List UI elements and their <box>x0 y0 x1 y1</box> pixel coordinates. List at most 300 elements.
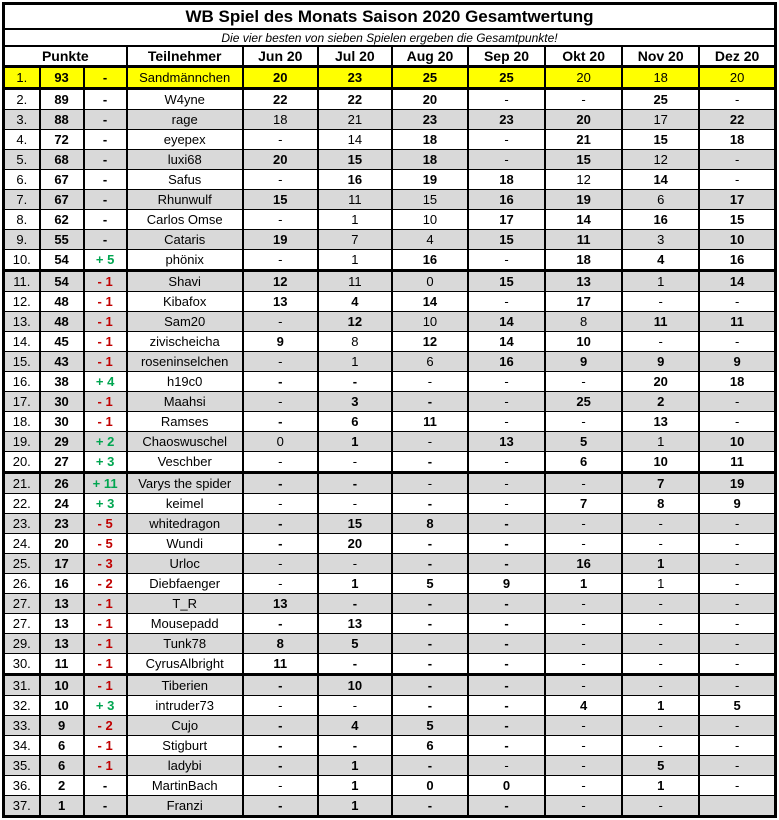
month-score-cell: - <box>392 452 468 473</box>
month-score-cell: - <box>468 634 545 654</box>
month-score-cell: - <box>392 372 468 392</box>
rank-cell: 36. <box>4 776 40 796</box>
table-row <box>4 796 776 817</box>
month-score-cell: - <box>468 392 545 412</box>
month-score-cell: - <box>392 494 468 514</box>
month-score-cell: - <box>468 696 545 716</box>
month-score-cell: - <box>545 756 622 776</box>
month-score-cell: 16 <box>468 352 545 372</box>
month-score-cell: 1 <box>622 271 699 292</box>
month-score-cell: 6 <box>392 736 468 756</box>
month-score-cell: - <box>622 654 699 675</box>
month-score-cell: 20 <box>318 534 392 554</box>
rank-cell: 13. <box>4 312 40 332</box>
month-score-cell <box>699 796 775 817</box>
rank-cell: 21. <box>4 473 40 494</box>
change-cell: + 3 <box>84 452 127 473</box>
month-score-cell: - <box>318 696 392 716</box>
month-score-cell: - <box>392 432 468 452</box>
month-score-cell: 1 <box>622 432 699 452</box>
month-score-cell: 1 <box>622 776 699 796</box>
rank-cell: 14. <box>4 332 40 352</box>
rank-cell: 7. <box>4 190 40 210</box>
change-cell: - 5 <box>84 534 127 554</box>
month-score-cell: 5 <box>545 432 622 452</box>
table-row <box>4 534 776 554</box>
participant-name: Cujo <box>127 716 243 736</box>
month-score-cell: 16 <box>699 250 775 271</box>
month-score-cell: - <box>699 574 775 594</box>
points-cell: 72 <box>40 130 84 150</box>
change-cell: - <box>84 190 127 210</box>
month-score-cell: 15 <box>468 271 545 292</box>
month-score-cell: 11 <box>699 312 775 332</box>
month-score-cell: - <box>545 776 622 796</box>
month-score-cell: 13 <box>243 594 318 614</box>
participant-name: Diebfaenger <box>127 574 243 594</box>
table-row <box>4 494 776 514</box>
month-score-cell: - <box>318 494 392 514</box>
rank-cell: 8. <box>4 210 40 230</box>
change-cell: - <box>84 210 127 230</box>
participant-name: h19c0 <box>127 372 243 392</box>
table-row <box>4 312 776 332</box>
month-score-cell: - <box>468 150 545 170</box>
month-score-cell: 19 <box>545 190 622 210</box>
month-score-cell: - <box>318 473 392 494</box>
points-cell: 45 <box>40 332 84 352</box>
table-row <box>4 250 776 271</box>
month-score-cell: 17 <box>468 210 545 230</box>
month-score-cell: 3 <box>318 392 392 412</box>
month-score-cell: - <box>699 170 775 190</box>
month-score-cell: - <box>699 292 775 312</box>
month-score-cell: 9 <box>468 574 545 594</box>
change-cell: + 4 <box>84 372 127 392</box>
table-row <box>4 736 776 756</box>
month-score-cell: 17 <box>545 292 622 312</box>
month-score-cell: - <box>468 594 545 614</box>
month-score-cell: 10 <box>545 332 622 352</box>
month-score-cell: 15 <box>243 190 318 210</box>
month-score-cell: 18 <box>243 110 318 130</box>
change-cell: - 1 <box>84 594 127 614</box>
month-score-cell: 4 <box>622 250 699 271</box>
month-score-cell: 12 <box>243 271 318 292</box>
table-row <box>4 271 776 292</box>
participant-name: Franzi <box>127 796 243 817</box>
change-cell: - <box>84 150 127 170</box>
change-cell: - 1 <box>84 312 127 332</box>
month-score-cell: - <box>468 412 545 432</box>
change-cell: - 5 <box>84 514 127 534</box>
points-cell: 38 <box>40 372 84 392</box>
table-row <box>4 230 776 250</box>
month-score-cell: 13 <box>243 292 318 312</box>
change-cell: - 2 <box>84 574 127 594</box>
month-score-cell: - <box>243 352 318 372</box>
month-score-cell: - <box>699 634 775 654</box>
month-score-cell: 20 <box>545 67 622 89</box>
month-score-cell: 17 <box>699 190 775 210</box>
month-score-cell: 5 <box>392 716 468 736</box>
participant-name: T_R <box>127 594 243 614</box>
month-score-cell: - <box>392 796 468 817</box>
month-score-cell: - <box>622 614 699 634</box>
month-score-cell: - <box>622 796 699 817</box>
participant-name: Tunk78 <box>127 634 243 654</box>
month-score-cell: 9 <box>699 352 775 372</box>
rank-cell: 16. <box>4 372 40 392</box>
change-cell: - <box>84 67 127 89</box>
rank-cell: 3. <box>4 110 40 130</box>
month-score-cell: - <box>468 554 545 574</box>
month-score-cell: - <box>468 675 545 696</box>
points-cell: 13 <box>40 634 84 654</box>
month-score-cell: - <box>468 514 545 534</box>
participant-name: eyepex <box>127 130 243 150</box>
change-cell: + 11 <box>84 473 127 494</box>
month-score-cell: 0 <box>392 776 468 796</box>
month-score-cell: 25 <box>468 67 545 89</box>
participant-name: Wundi <box>127 534 243 554</box>
table-row <box>4 110 776 130</box>
month-score-cell: 10 <box>318 675 392 696</box>
change-cell: - 1 <box>84 392 127 412</box>
month-score-cell: 22 <box>699 110 775 130</box>
month-score-cell: 25 <box>392 67 468 89</box>
month-score-cell: 6 <box>318 412 392 432</box>
month-score-cell: 20 <box>699 67 775 89</box>
col-header-jul: Jul 20 <box>318 46 392 67</box>
month-score-cell: 2 <box>622 392 699 412</box>
month-score-cell: 11 <box>243 654 318 675</box>
col-header-okt: Okt 20 <box>545 46 622 67</box>
month-score-cell: - <box>699 89 775 110</box>
points-cell: 54 <box>40 250 84 271</box>
rank-cell: 30. <box>4 654 40 675</box>
participant-name: MartinBach <box>127 776 243 796</box>
rank-cell: 22. <box>4 494 40 514</box>
change-cell: - 1 <box>84 756 127 776</box>
points-cell: 10 <box>40 696 84 716</box>
change-cell: - 1 <box>84 412 127 432</box>
participant-name: Carlos Omse <box>127 210 243 230</box>
month-score-cell: 18 <box>699 372 775 392</box>
points-cell: 13 <box>40 614 84 634</box>
month-score-cell: - <box>392 696 468 716</box>
month-score-cell: 1 <box>318 756 392 776</box>
rank-cell: 33. <box>4 716 40 736</box>
participant-name: luxi68 <box>127 150 243 170</box>
month-score-cell: - <box>392 634 468 654</box>
month-score-cell: - <box>545 594 622 614</box>
change-cell: - <box>84 130 127 150</box>
month-score-cell: - <box>318 452 392 473</box>
month-score-cell: - <box>545 634 622 654</box>
month-score-cell: 20 <box>392 89 468 110</box>
month-score-cell: 19 <box>699 473 775 494</box>
month-score-cell: - <box>468 473 545 494</box>
month-score-cell: - <box>243 312 318 332</box>
month-score-cell: - <box>545 675 622 696</box>
change-cell: + 5 <box>84 250 127 271</box>
participant-name: Stigburt <box>127 736 243 756</box>
month-score-cell: 4 <box>318 716 392 736</box>
month-score-cell: - <box>622 292 699 312</box>
points-cell: 26 <box>40 473 84 494</box>
col-header-teilnehmer: Teilnehmer <box>127 46 243 67</box>
month-score-cell: - <box>468 614 545 634</box>
change-cell: + 3 <box>84 494 127 514</box>
month-score-cell: - <box>243 130 318 150</box>
month-score-cell: 16 <box>318 170 392 190</box>
month-score-cell: 18 <box>545 250 622 271</box>
month-score-cell: - <box>545 614 622 634</box>
column-header-row <box>4 46 776 67</box>
participant-name: zivischeicha <box>127 332 243 352</box>
points-cell: 6 <box>40 756 84 776</box>
points-cell: 88 <box>40 110 84 130</box>
table-row <box>4 634 776 654</box>
points-cell: 10 <box>40 675 84 696</box>
month-score-cell: - <box>699 150 775 170</box>
month-score-cell: - <box>243 494 318 514</box>
month-score-cell: - <box>545 514 622 534</box>
participant-name: phönix <box>127 250 243 271</box>
month-score-cell: - <box>468 250 545 271</box>
month-score-cell: 1 <box>318 574 392 594</box>
month-score-cell: - <box>699 716 775 736</box>
points-cell: 9 <box>40 716 84 736</box>
rank-cell: 20. <box>4 452 40 473</box>
month-score-cell: 14 <box>699 271 775 292</box>
month-score-cell: 6 <box>545 452 622 473</box>
table-row <box>4 67 776 89</box>
change-cell: - 1 <box>84 332 127 352</box>
table-row <box>4 89 776 110</box>
month-score-cell: 16 <box>392 250 468 271</box>
points-cell: 29 <box>40 432 84 452</box>
month-score-cell: 7 <box>545 494 622 514</box>
month-score-cell: - <box>243 736 318 756</box>
participant-name: Urloc <box>127 554 243 574</box>
month-score-cell: 4 <box>318 292 392 312</box>
month-score-cell: 21 <box>545 130 622 150</box>
month-score-cell: 19 <box>243 230 318 250</box>
month-score-cell: - <box>699 614 775 634</box>
col-header-aug: Aug 20 <box>392 46 468 67</box>
month-score-cell: - <box>468 736 545 756</box>
month-score-cell: - <box>243 514 318 534</box>
month-score-cell: 1 <box>622 554 699 574</box>
month-score-cell: - <box>318 594 392 614</box>
table-row <box>4 675 776 696</box>
points-cell: 6 <box>40 736 84 756</box>
month-score-cell: - <box>622 534 699 554</box>
month-score-cell: - <box>699 514 775 534</box>
month-score-cell: - <box>545 412 622 432</box>
month-score-cell: - <box>392 756 468 776</box>
points-cell: 67 <box>40 190 84 210</box>
month-score-cell: - <box>392 654 468 675</box>
rank-cell: 23. <box>4 514 40 534</box>
month-score-cell: 7 <box>318 230 392 250</box>
month-score-cell: 6 <box>392 352 468 372</box>
month-score-cell: 16 <box>622 210 699 230</box>
month-score-cell: - <box>468 372 545 392</box>
points-cell: 62 <box>40 210 84 230</box>
table-row <box>4 432 776 452</box>
month-score-cell: 23 <box>468 110 545 130</box>
month-score-cell: 16 <box>468 190 545 210</box>
participant-name: ladybi <box>127 756 243 776</box>
month-score-cell: - <box>392 675 468 696</box>
change-cell: + 3 <box>84 696 127 716</box>
month-score-cell: - <box>622 675 699 696</box>
month-score-cell: - <box>392 614 468 634</box>
subtitle-row <box>4 29 776 46</box>
participant-name: Sandmännchen <box>127 67 243 89</box>
change-cell: - 2 <box>84 716 127 736</box>
month-score-cell: 1 <box>318 352 392 372</box>
change-cell: - <box>84 776 127 796</box>
month-score-cell: 12 <box>318 312 392 332</box>
table-row <box>4 210 776 230</box>
points-cell: 24 <box>40 494 84 514</box>
change-cell: - 1 <box>84 634 127 654</box>
month-score-cell: 13 <box>468 432 545 452</box>
month-score-cell: 15 <box>699 210 775 230</box>
table-row <box>4 614 776 634</box>
month-score-cell: - <box>622 332 699 352</box>
change-cell: - <box>84 170 127 190</box>
month-score-cell: 12 <box>392 332 468 352</box>
table-row <box>4 412 776 432</box>
rank-cell: 19. <box>4 432 40 452</box>
month-score-cell: - <box>622 594 699 614</box>
month-score-cell: - <box>468 756 545 776</box>
month-score-cell: 0 <box>392 271 468 292</box>
col-header-nov: Nov 20 <box>622 46 699 67</box>
month-score-cell: 15 <box>392 190 468 210</box>
month-score-cell: 15 <box>622 130 699 150</box>
month-score-cell: - <box>699 756 775 776</box>
points-cell: 16 <box>40 574 84 594</box>
points-cell: 20 <box>40 534 84 554</box>
month-score-cell: - <box>468 494 545 514</box>
month-score-cell: 19 <box>392 170 468 190</box>
month-score-cell: 18 <box>622 67 699 89</box>
month-score-cell: 14 <box>318 130 392 150</box>
month-score-cell: - <box>243 696 318 716</box>
rank-cell: 34. <box>4 736 40 756</box>
month-score-cell: - <box>699 736 775 756</box>
change-cell: - 1 <box>84 292 127 312</box>
month-score-cell: 8 <box>622 494 699 514</box>
month-score-cell: - <box>392 392 468 412</box>
month-score-cell: - <box>318 554 392 574</box>
table-row <box>4 332 776 352</box>
month-score-cell: 5 <box>622 756 699 776</box>
month-score-cell: - <box>468 130 545 150</box>
month-score-cell: 10 <box>699 230 775 250</box>
rank-cell: 25. <box>4 554 40 574</box>
participant-name: intruder73 <box>127 696 243 716</box>
points-cell: 43 <box>40 352 84 372</box>
month-score-cell: 4 <box>545 696 622 716</box>
month-score-cell: - <box>545 534 622 554</box>
month-score-cell: 18 <box>468 170 545 190</box>
change-cell: - <box>84 230 127 250</box>
points-cell: 54 <box>40 271 84 292</box>
rank-cell: 10. <box>4 250 40 271</box>
month-score-cell: - <box>468 796 545 817</box>
points-cell: 30 <box>40 412 84 432</box>
month-score-cell: - <box>243 675 318 696</box>
month-score-cell: 11 <box>392 412 468 432</box>
points-cell: 11 <box>40 654 84 675</box>
table-row <box>4 473 776 494</box>
participant-name: rage <box>127 110 243 130</box>
change-cell: - <box>84 110 127 130</box>
month-score-cell: 15 <box>318 514 392 534</box>
month-score-cell: 13 <box>318 614 392 634</box>
points-cell: 1 <box>40 796 84 817</box>
participant-name: Shavi <box>127 271 243 292</box>
table-row <box>4 594 776 614</box>
participant-name: Ramses <box>127 412 243 432</box>
points-cell: 30 <box>40 392 84 412</box>
col-header-punkte: Punkte <box>4 46 127 67</box>
month-score-cell: - <box>243 210 318 230</box>
month-score-cell: 15 <box>318 150 392 170</box>
participant-name: W4yne <box>127 89 243 110</box>
table-row <box>4 352 776 372</box>
month-score-cell: - <box>699 554 775 574</box>
points-cell: 17 <box>40 554 84 574</box>
month-score-cell: - <box>243 796 318 817</box>
month-score-cell: 8 <box>243 634 318 654</box>
points-cell: 48 <box>40 312 84 332</box>
month-score-cell: - <box>699 594 775 614</box>
points-cell: 68 <box>40 150 84 170</box>
participant-name: Varys the spider <box>127 473 243 494</box>
month-score-cell: 5 <box>699 696 775 716</box>
month-score-cell: 22 <box>243 89 318 110</box>
month-score-cell: 8 <box>318 332 392 352</box>
month-score-cell: 11 <box>318 190 392 210</box>
month-score-cell: 10 <box>699 432 775 452</box>
month-score-cell: - <box>699 776 775 796</box>
rank-cell: 26. <box>4 574 40 594</box>
month-score-cell: 9 <box>699 494 775 514</box>
month-score-cell: 12 <box>622 150 699 170</box>
points-cell: 67 <box>40 170 84 190</box>
month-score-cell: - <box>699 332 775 352</box>
participant-name: Mousepadd <box>127 614 243 634</box>
points-cell: 93 <box>40 67 84 89</box>
table-row <box>4 574 776 594</box>
participant-name: CyrusAlbright <box>127 654 243 675</box>
points-cell: 48 <box>40 292 84 312</box>
points-cell: 89 <box>40 89 84 110</box>
month-score-cell: 14 <box>545 210 622 230</box>
rank-cell: 32. <box>4 696 40 716</box>
table-row <box>4 170 776 190</box>
month-score-cell: 14 <box>468 332 545 352</box>
rank-cell: 12. <box>4 292 40 312</box>
